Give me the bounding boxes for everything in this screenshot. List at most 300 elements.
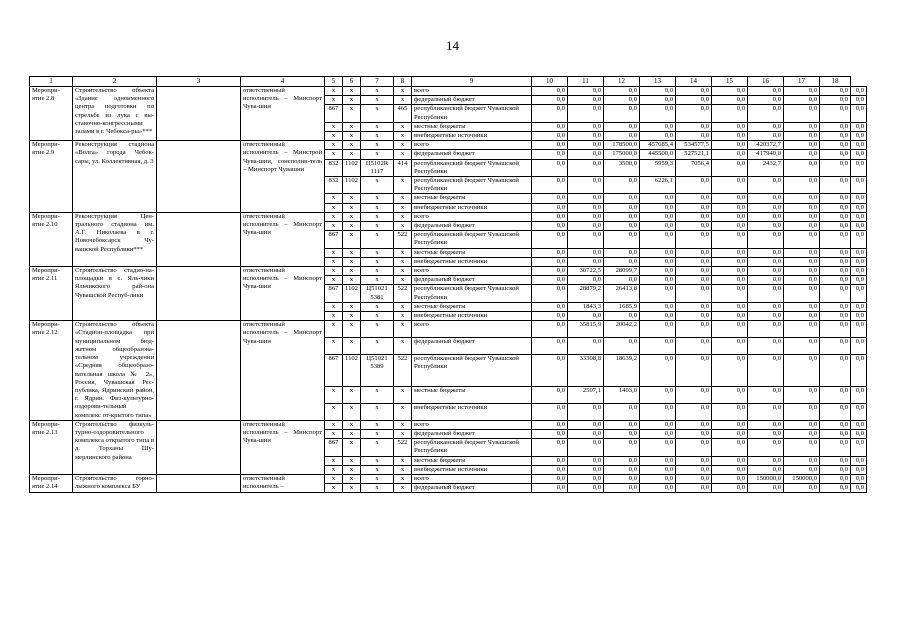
grbs-code-cell: x (325, 321, 343, 338)
amount-cell: 0,0 (604, 257, 640, 266)
grbs-code-cell: x (325, 248, 343, 257)
amount-cell: 0,0 (532, 248, 568, 257)
amount-cell: 0,0 (712, 285, 748, 302)
amount-cell: 0,0 (676, 439, 712, 456)
executor-cell: ответственный исполнитель – Минспорт Чува-шии (241, 267, 325, 321)
amount-cell: 0,0 (604, 474, 640, 483)
amount-cell: 0,0 (820, 203, 851, 212)
expense-type-cell: x (394, 338, 412, 355)
funding-source-cell: республиканский бюджет Чувашской Республики (412, 105, 532, 122)
amount-cell: 0,0 (604, 465, 640, 474)
activity-id-cell: Меропри- ятие 2.8 (30, 87, 73, 141)
amount-cell: 0,0 (784, 96, 820, 105)
amount-cell: 0,0 (851, 355, 867, 387)
executor-cell: ответственный исполнитель – Минспорт Чува-шии (241, 212, 325, 266)
expense-type-cell: 522 (394, 439, 412, 456)
column-number-cell: 8 (394, 77, 412, 87)
amount-cell: 0,0 (784, 338, 820, 355)
amount-cell: 0,0 (712, 465, 748, 474)
amount-cell: 0,0 (748, 338, 784, 355)
section-code-cell: x (343, 276, 361, 285)
funding-source-cell: республиканский бюджет Чувашской Республики (412, 355, 532, 387)
amount-cell: 2507,1 (568, 386, 604, 403)
expense-type-cell: x (394, 212, 412, 221)
amount-cell: 0,0 (784, 257, 820, 266)
amount-cell: 0,0 (676, 420, 712, 429)
empty-cell (157, 474, 241, 492)
amount-cell: 0,0 (532, 177, 568, 194)
amount-cell: 0,0 (532, 231, 568, 248)
amount-cell: 0,0 (604, 222, 640, 231)
amount-cell: 0,0 (640, 285, 676, 302)
column-number-cell: 18 (820, 77, 851, 87)
amount-cell: 0,0 (820, 456, 851, 465)
amount-cell: 178500,0 (604, 141, 640, 150)
amount-cell: 0,0 (640, 194, 676, 203)
amount-cell: 0,0 (820, 132, 851, 141)
amount-cell: 0,0 (532, 96, 568, 105)
expense-type-cell: x (394, 484, 412, 493)
amount-cell: 0,0 (820, 276, 851, 285)
target-item-cell: x (361, 231, 394, 248)
expense-type-cell: x (394, 465, 412, 474)
amount-cell: 150000,0 (748, 474, 784, 483)
target-item-cell: x (361, 403, 394, 420)
column-number-cell: 15 (712, 77, 748, 87)
amount-cell: 0,0 (676, 105, 712, 122)
amount-cell: 527521,1 (676, 150, 712, 159)
amount-cell: 0,0 (640, 465, 676, 474)
grbs-code-cell: x (325, 465, 343, 474)
amount-cell: 0,0 (568, 474, 604, 483)
amount-cell: 0,0 (640, 267, 676, 276)
amount-cell: 0,0 (784, 276, 820, 285)
amount-cell: 0,0 (640, 429, 676, 438)
amount-cell: 0,0 (851, 276, 867, 285)
amount-cell: 0,0 (820, 474, 851, 483)
expense-type-cell: x (394, 456, 412, 465)
target-item-cell: x (361, 96, 394, 105)
grbs-code-cell: x (325, 302, 343, 311)
amount-cell: 28879,2 (568, 285, 604, 302)
amount-cell: 0,0 (820, 150, 851, 159)
amount-cell: 0,0 (748, 302, 784, 311)
activity-name-cell: Строительство объекта «Стадион-площадка при муниципальном бюд-жетном общеобразова-тельном учреждении «Средняя общеобразо-вательная школа № 2», Россия, Чувашская Рес-публика, Ядринский район, г. Ядрин. Физ-культурно-оздорови-тельный комплекс от-крытого типа» (73, 321, 157, 420)
amount-cell: 0,0 (748, 267, 784, 276)
amount-cell: 0,0 (532, 484, 568, 493)
section-code-cell: x (343, 338, 361, 355)
amount-cell: 0,0 (568, 132, 604, 141)
amount-cell: 0,0 (748, 122, 784, 131)
amount-cell: 0,0 (712, 177, 748, 194)
amount-cell: 0,0 (851, 203, 867, 212)
amount-cell: 0,0 (820, 159, 851, 176)
amount-cell: 0,0 (784, 150, 820, 159)
amount-cell: 0,0 (784, 321, 820, 338)
amount-cell: 0,0 (532, 429, 568, 438)
amount-cell: 0,0 (784, 312, 820, 321)
amount-cell: 0,0 (640, 439, 676, 456)
expense-type-cell: x (394, 321, 412, 338)
grbs-code-cell: x (325, 338, 343, 355)
amount-cell: 0,0 (820, 122, 851, 131)
amount-cell: 0,0 (712, 386, 748, 403)
amount-cell: 457685,4 (640, 141, 676, 150)
amount-cell: 417940,0 (748, 150, 784, 159)
amount-cell: 0,0 (532, 439, 568, 456)
amount-cell: 0,0 (568, 439, 604, 456)
amount-cell: 0,0 (748, 484, 784, 493)
amount-cell: 0,0 (604, 429, 640, 438)
amount-cell: 0,0 (640, 248, 676, 257)
expense-type-cell: x (394, 386, 412, 403)
amount-cell: 0,0 (604, 456, 640, 465)
expense-type-cell: 522 (394, 231, 412, 248)
amount-cell: 0,0 (784, 439, 820, 456)
amount-cell: 0,0 (640, 222, 676, 231)
amount-cell: 0,0 (820, 212, 851, 221)
amount-cell: 0,0 (568, 212, 604, 221)
amount-cell: 0,0 (712, 132, 748, 141)
amount-cell: 0,0 (568, 420, 604, 429)
amount-cell: 0,0 (676, 338, 712, 355)
amount-cell: 0,0 (640, 474, 676, 483)
funding-source-cell: местные бюджеты (412, 122, 532, 131)
expense-type-cell: x (394, 403, 412, 420)
grbs-code-cell: x (325, 484, 343, 493)
amount-cell: 0,0 (851, 231, 867, 248)
amount-cell: 0,0 (604, 96, 640, 105)
amount-cell: 0,0 (784, 429, 820, 438)
amount-cell: 0,0 (640, 87, 676, 96)
amount-cell: 0,0 (676, 194, 712, 203)
amount-cell: 0,0 (640, 96, 676, 105)
section-code-cell: x (343, 474, 361, 483)
target-item-cell: x (361, 105, 394, 122)
amount-cell: 0,0 (851, 474, 867, 483)
amount-cell: 0,0 (784, 248, 820, 257)
section-code-cell: x (343, 302, 361, 311)
grbs-code-cell: 867 (325, 285, 343, 302)
table-row (30, 474, 867, 483)
amount-cell: 0,0 (784, 194, 820, 203)
grbs-code-cell: x (325, 276, 343, 285)
amount-cell: 0,0 (568, 429, 604, 438)
amount-cell: 0,0 (820, 141, 851, 150)
amount-cell: 0,0 (748, 312, 784, 321)
section-code-cell: x (343, 403, 361, 420)
target-item-cell: x (361, 386, 394, 403)
amount-cell: 0,0 (748, 132, 784, 141)
section-code-cell: x (343, 122, 361, 131)
funding-source-cell: всего (412, 87, 532, 96)
funding-source-cell: республиканский бюджет Чувашской Республики (412, 439, 532, 456)
expense-type-cell: x (394, 248, 412, 257)
amount-cell: 0,0 (676, 87, 712, 96)
amount-cell: 0,0 (820, 312, 851, 321)
grbs-code-cell: x (325, 87, 343, 96)
amount-cell: 0,0 (712, 338, 748, 355)
amount-cell: 0,0 (784, 285, 820, 302)
column-number-cell: 17 (784, 77, 820, 87)
amount-cell: 0,0 (676, 177, 712, 194)
column-number-cell: 14 (676, 77, 712, 87)
funding-source-cell: республиканский бюджет Чувашской Республики (412, 177, 532, 194)
amount-cell: 0,0 (532, 150, 568, 159)
amount-cell: 0,0 (820, 248, 851, 257)
target-item-cell: x (361, 194, 394, 203)
amount-cell: 0,0 (851, 96, 867, 105)
expense-type-cell: x (394, 312, 412, 321)
amount-cell: 0,0 (712, 484, 748, 493)
empty-cell (157, 87, 241, 141)
amount-cell: 0,0 (712, 150, 748, 159)
amount-cell: 0,0 (712, 355, 748, 387)
amount-cell: 0,0 (640, 386, 676, 403)
amount-cell: 1843,3 (568, 302, 604, 311)
funding-source-cell: республиканский бюджет Чувашской Республики (412, 231, 532, 248)
amount-cell: 6226,1 (640, 177, 676, 194)
section-code-cell: x (343, 248, 361, 257)
amount-cell: 0,0 (532, 338, 568, 355)
column-number-cell: 4 (241, 77, 325, 87)
expense-type-cell: x (394, 302, 412, 311)
section-code-cell: x (343, 429, 361, 438)
amount-cell: 0,0 (676, 321, 712, 338)
amount-cell: 0,0 (712, 203, 748, 212)
amount-cell: 0,0 (851, 87, 867, 96)
target-item-cell: x (361, 474, 394, 483)
amount-cell: 0,0 (640, 484, 676, 493)
amount-cell: 0,0 (532, 267, 568, 276)
amount-cell: 0,0 (604, 484, 640, 493)
amount-cell: 0,0 (676, 96, 712, 105)
expense-type-cell: 465 (394, 105, 412, 122)
amount-cell: 0,0 (532, 312, 568, 321)
expense-type-cell: 522 (394, 285, 412, 302)
amount-cell: 0,0 (532, 285, 568, 302)
section-code-cell: x (343, 321, 361, 338)
amount-cell: 35815,9 (568, 321, 604, 338)
funding-source-cell: федеральный бюджет (412, 484, 532, 493)
target-item-cell: x (361, 150, 394, 159)
amount-cell: 0,0 (676, 276, 712, 285)
amount-cell: 0,0 (604, 212, 640, 221)
amount-cell: 0,0 (820, 429, 851, 438)
grbs-code-cell: x (325, 212, 343, 221)
amount-cell: 0,0 (568, 231, 604, 248)
amount-cell: 0,0 (532, 222, 568, 231)
amount-cell: 0,0 (748, 386, 784, 403)
amount-cell: 0,0 (532, 159, 568, 176)
amount-cell: 0,0 (568, 456, 604, 465)
amount-cell: 0,0 (748, 276, 784, 285)
amount-cell: 0,0 (748, 429, 784, 438)
amount-cell: 0,0 (676, 312, 712, 321)
table-row (30, 267, 867, 276)
amount-cell: 0,0 (820, 439, 851, 456)
funding-source-cell: федеральный бюджет (412, 222, 532, 231)
amount-cell: 0,0 (676, 474, 712, 483)
amount-cell: 0,0 (532, 302, 568, 311)
amount-cell: 0,0 (820, 257, 851, 266)
amount-cell: 0,0 (676, 355, 712, 387)
activity-id-cell: Меропри- ятие 2.14 (30, 474, 73, 492)
table-row (30, 420, 867, 429)
amount-cell: 0,0 (532, 474, 568, 483)
amount-cell: 0,0 (604, 87, 640, 96)
amount-cell: 0,0 (784, 355, 820, 387)
section-code-cell: x (343, 231, 361, 248)
funding-source-cell: всего (412, 321, 532, 338)
grbs-code-cell: x (325, 312, 343, 321)
amount-cell: 0,0 (676, 257, 712, 266)
amount-cell: 0,0 (784, 141, 820, 150)
column-number-cell: 16 (748, 77, 784, 87)
amount-cell: 0,0 (640, 312, 676, 321)
amount-cell: 0,0 (604, 312, 640, 321)
column-number-cell: 12 (604, 77, 640, 87)
amount-cell: 0,0 (604, 132, 640, 141)
executor-cell: ответственный исполнитель – (241, 474, 325, 492)
amount-cell: 0,0 (820, 355, 851, 387)
activity-id-cell: Меропри- ятие 2.11 (30, 267, 73, 321)
expense-type-cell: x (394, 132, 412, 141)
amount-cell: 0,0 (712, 248, 748, 257)
amount-cell: 0,0 (748, 105, 784, 122)
amount-cell: 0,0 (604, 439, 640, 456)
grbs-code-cell: 832 (325, 159, 343, 176)
section-code-cell: x (343, 222, 361, 231)
target-item-cell: Ц5102R 1117 (361, 159, 394, 176)
amount-cell: 0,0 (820, 87, 851, 96)
grbs-code-cell: 867 (325, 105, 343, 122)
amount-cell: 0,0 (820, 194, 851, 203)
amount-cell: 0,0 (532, 355, 568, 387)
amount-cell: 0,0 (712, 231, 748, 248)
amount-cell: 0,0 (820, 484, 851, 493)
amount-cell: 0,0 (604, 420, 640, 429)
funding-source-cell: внебюджетные источники (412, 203, 532, 212)
target-item-cell: x (361, 312, 394, 321)
amount-cell: 0,0 (640, 321, 676, 338)
amount-cell: 0,0 (784, 159, 820, 176)
amount-cell: 0,0 (748, 257, 784, 266)
amount-cell: 0,0 (604, 122, 640, 131)
amount-cell: 0,0 (784, 203, 820, 212)
amount-cell: 0,0 (568, 177, 604, 194)
amount-cell: 0,0 (851, 222, 867, 231)
amount-cell: 1403,0 (604, 386, 640, 403)
amount-cell: 0,0 (568, 203, 604, 212)
amount-cell: 0,0 (568, 141, 604, 150)
amount-cell: 0,0 (532, 194, 568, 203)
amount-cell: 0,0 (676, 248, 712, 257)
amount-cell: 0,0 (640, 257, 676, 266)
amount-cell: 0,0 (676, 132, 712, 141)
table-row (30, 141, 867, 150)
amount-cell: 175000,0 (604, 150, 640, 159)
amount-cell: 0,0 (820, 222, 851, 231)
amount-cell: 0,0 (640, 338, 676, 355)
amount-cell: 0,0 (851, 403, 867, 420)
column-number-cell: 10 (532, 77, 568, 87)
amount-cell: 0,0 (851, 122, 867, 131)
grbs-code-cell: x (325, 203, 343, 212)
amount-cell: 0,0 (784, 403, 820, 420)
amount-cell: 0,0 (640, 105, 676, 122)
amount-cell: 0,0 (568, 248, 604, 257)
amount-cell: 0,0 (532, 321, 568, 338)
target-item-cell: Ц51021 5389 (361, 355, 394, 387)
expense-type-cell: x (394, 474, 412, 483)
amount-cell: 534577,5 (676, 141, 712, 150)
amount-cell: 0,0 (748, 465, 784, 474)
amount-cell: 0,0 (851, 132, 867, 141)
target-item-cell: x (361, 222, 394, 231)
column-number-cell: 2 (73, 77, 157, 87)
amount-cell: 0,0 (712, 439, 748, 456)
grbs-code-cell: 832 (325, 177, 343, 194)
amount-cell: 0,0 (712, 321, 748, 338)
section-code-cell: x (343, 105, 361, 122)
amount-cell: 0,0 (748, 456, 784, 465)
amount-cell: 0,0 (748, 355, 784, 387)
target-item-cell: x (361, 276, 394, 285)
amount-cell: 0,0 (532, 203, 568, 212)
funding-source-cell: внебюджетные источники (412, 403, 532, 420)
amount-cell: 0,0 (532, 212, 568, 221)
amount-cell: 0,0 (712, 456, 748, 465)
activity-name-cell: Реконструкция стадиона «Волга» города Чебок-сары, ул. Коллективная, д. 3 (73, 141, 157, 213)
amount-cell: 0,0 (851, 386, 867, 403)
amount-cell: 0,0 (820, 105, 851, 122)
funding-source-cell: федеральный бюджет (412, 150, 532, 159)
amount-cell: 0,0 (532, 276, 568, 285)
funding-source-cell: республиканский бюджет Чувашской Республики (412, 159, 532, 176)
funding-source-cell: всего (412, 141, 532, 150)
funding-source-cell: федеральный бюджет (412, 96, 532, 105)
amount-cell: 0,0 (784, 122, 820, 131)
amount-cell: 0,0 (820, 321, 851, 338)
target-item-cell: x (361, 465, 394, 474)
column-number-cell: 1 (30, 77, 73, 87)
amount-cell: 0,0 (676, 212, 712, 221)
section-code-cell: x (343, 194, 361, 203)
executor-cell: ответственный исполнитель – Минспорт Чува-шии (241, 420, 325, 474)
table-row (30, 321, 867, 338)
activity-name-cell: Строительство объекта «Здание одноименного центра подготовки по стрельбе из лука с вы-ставочно-конгрессными залами в г. Чебокса-ры»*** (73, 87, 157, 141)
amount-cell: 0,0 (676, 285, 712, 302)
amount-cell: 0,0 (784, 267, 820, 276)
amount-cell: 0,0 (640, 132, 676, 141)
activity-name-cell: Строительство физкуль-турно-оздоровительного комплекса открытого типа в д. Торханы Шу-мерлинского района (73, 420, 157, 474)
amount-cell: 0,0 (712, 267, 748, 276)
amount-cell: 0,0 (851, 105, 867, 122)
grbs-code-cell: x (325, 474, 343, 483)
amount-cell: 150000,0 (784, 474, 820, 483)
grbs-code-cell: 867 (325, 355, 343, 387)
amount-cell: 0,0 (851, 267, 867, 276)
funding-source-cell: местные бюджеты (412, 302, 532, 311)
section-code-cell: x (343, 150, 361, 159)
amount-cell: 0,0 (676, 484, 712, 493)
amount-cell: 0,0 (568, 96, 604, 105)
amount-cell: 0,0 (851, 177, 867, 194)
grbs-code-cell: x (325, 96, 343, 105)
amount-cell: 0,0 (712, 302, 748, 311)
amount-cell: 0,0 (851, 420, 867, 429)
